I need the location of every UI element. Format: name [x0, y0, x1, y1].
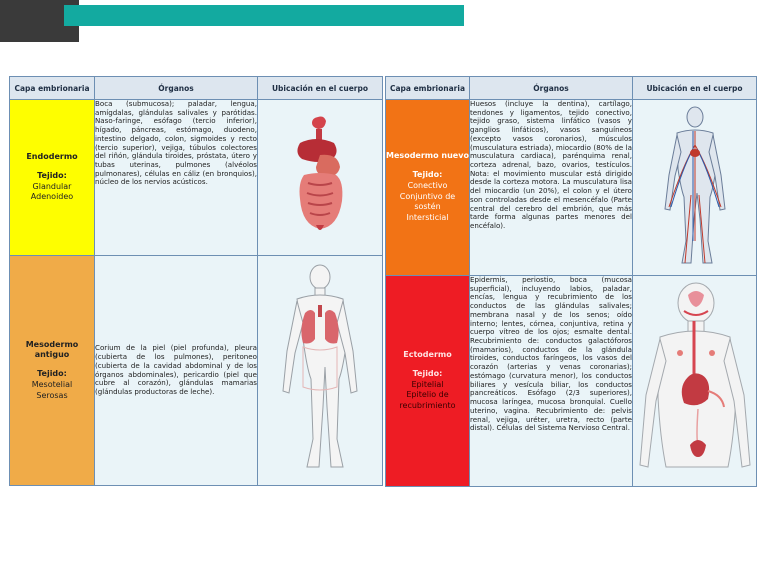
tejido-value: Mesotelial: [31, 379, 73, 389]
header-capa: Capa embrionaria: [10, 77, 95, 100]
skeleton-vessels-illustration: [633, 100, 757, 276]
layer-name: Mesodermo antiguo: [25, 339, 79, 360]
tejido-value: recubrimiento: [399, 401, 456, 411]
organs-cell: Huesos (incluye la dentina), cartílago, tendones y ligamentos, tejido conectivo, tejido graso, sistema linfático (vasos y ganglios linfáticos), vasos sanguíneos (excepto vasos coronarios), músculos (musculatura estriada), miocardio (80% de la musculatura cardiaca), parénquima renal, corteza adrenal, bazo, ovarios, testículos. Nota: el movimiento muscular está dirigido desde la corteza motora. La musculatura lisa del miocardio (un 20%), el colon y el útero son controladas desde el mesencéfalo (Parte central del cerebro del embrión, que más tarde forma algunas partes menores del encéfalo).: [470, 100, 633, 276]
tejido-value: Epitelial: [411, 379, 444, 389]
table-left: [9, 76, 383, 486]
layer-name: Ectodermo: [403, 350, 452, 359]
header-organos: Órganos: [470, 77, 633, 100]
tejido-label: Tejido:: [37, 369, 67, 379]
table-row: [386, 276, 757, 487]
table-header-row: [386, 77, 757, 100]
header-capa: Capa embrionaria: [386, 77, 470, 100]
tejido-value: Adenoideo: [30, 192, 74, 202]
tejido-value: Conjuntivo de: [399, 191, 456, 201]
torso-digestive-illustration: [633, 276, 757, 487]
tejido-label: Tejido:: [412, 169, 443, 179]
title-bar: [64, 5, 464, 26]
table-row: [386, 100, 757, 276]
header-ubicacion: Ubicación en el cuerpo: [258, 77, 383, 100]
layer-cell-endodermo: [10, 100, 95, 256]
layer-cell-mesodermo-nuevo: [386, 100, 470, 276]
layer-name: Endodermo: [26, 151, 78, 161]
table-header-row: [10, 77, 383, 100]
tejido-value: Glandular: [32, 181, 72, 191]
table-row: [10, 100, 383, 256]
layer-name: Mesodermo nuevo: [386, 151, 469, 161]
tejido-value: sostén: [414, 202, 441, 212]
table-right: [385, 76, 757, 487]
header-ubicacion: Ubicación en el cuerpo: [633, 77, 757, 100]
tejido-label: Tejido:: [37, 170, 67, 180]
layer-cell-mesodermo-antiguo: [10, 256, 95, 486]
organs-cell: Epidermis, periostio, boca (mucosa superficial), incluyendo labios, paladar, encías, lengua y recubrimiento de los conductos de las glándulas salivales; membrana nasal y de los senos; oído interno; lentes, córnea, conjuntiva, retina y cuerpo vítreo de los ojos; esmalte dental. Recubrimiento de: conductos galactóforos (mamarios), conductos de la glándula tiroides, conductos faríngeos, los vasos del corazón (arterias y venas coronarias); estómago (curvatura menor), los conductos biliares y vesícula biliar, los conductos pancreáticos. Esófago (2/3 superiores), mucosa laríngea, mucosa bronquial. Cuello uterino, vagina. Recubrimiento de: pelvis renal, vejiga, uréter, uretra, recto (parte distal). Células del Sistema Nervioso Central.: [470, 276, 633, 487]
header-organos: Órganos: [95, 77, 258, 100]
organs-cell: Corium de la piel (piel profunda), pleura (cubierta de los pulmones), peritoneo (cubierta de la cavidad abdominal y de los órganos abdominales), pericardio (piel que cubre al corazón), glándulas mamarias (glándulas productoras de leche).: [95, 256, 258, 486]
table-row: [10, 256, 383, 486]
body-lungs-illustration: [258, 256, 383, 486]
tejido-value: Conectivo: [407, 180, 448, 190]
digestive-organs-illustration: [258, 100, 383, 256]
layer-cell-ectodermo: [386, 276, 470, 487]
tejido-value: Epitelio de: [406, 390, 449, 400]
organs-cell: Boca (submucosa); paladar, lengua, amígdalas, glándulas salivales y parótidas. Naso-faringe, esófago (tercio inferior), hígado, páncreas, estómago, duodeno, intestino delgado, colon, sigmoides y recto (tercio superior), vejiga, túbulos colectores del riñón, glándula tiroides, próstata, útero y tubas uterinas, pulmones (alvéolos pulmonares), células en cáliz (en bronquios), núcleo de los nervios acústicos.: [95, 100, 258, 256]
tejido-value: Intersticial: [406, 213, 449, 223]
tejido-label: Tejido:: [412, 368, 443, 378]
tejido-value: Serosas: [36, 390, 68, 400]
